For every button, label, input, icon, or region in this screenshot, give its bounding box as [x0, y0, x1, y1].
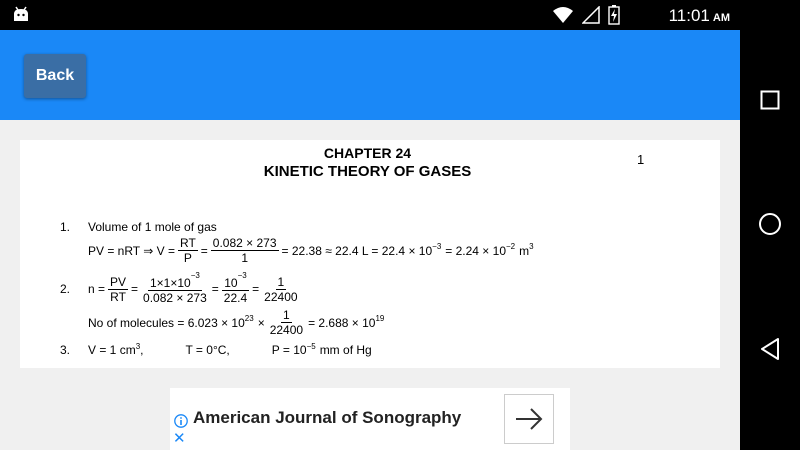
exponent: −3 [190, 271, 200, 280]
fraction-denominator: 22.4 [223, 291, 248, 305]
q2-molecules-line [88, 308, 384, 337]
clock-time: 11:01 [668, 6, 710, 25]
equals-sign: = [200, 243, 208, 258]
recents-button[interactable] [755, 85, 785, 115]
ad-banner[interactable] [170, 388, 570, 450]
chapter-heading: CHAPTER 24 [323, 145, 412, 161]
q1-result-a: = 22.38 ≈ 22.4 L = 22.4 × 10 [281, 243, 433, 258]
q2-fraction-values [141, 273, 209, 305]
fraction-denominator: P [183, 251, 192, 265]
molecules-prefix: No of molecules = 6.023 × 10 [88, 315, 245, 330]
numerator-base: 10 [224, 276, 238, 290]
navigation-bar [740, 0, 800, 450]
fraction-numerator: PV [110, 274, 127, 289]
cellular-signal-icon [582, 6, 600, 24]
q2-fraction-pv-rt [108, 275, 128, 304]
back-nav-button[interactable] [755, 334, 785, 364]
fraction-denominator: RT [110, 289, 126, 304]
q2-fraction-simplified [222, 273, 249, 305]
exponent: 3 [135, 341, 141, 351]
q3-line [88, 343, 372, 357]
q1-eq-prefix: PV = nRT ⇒ V = [88, 243, 175, 258]
molecules-result: = 2.688 × 10 [308, 315, 376, 330]
app-header [0, 30, 740, 120]
equals-sign: = [211, 282, 219, 296]
status-clock [669, 6, 730, 26]
ad-arrow-button[interactable] [504, 394, 554, 444]
recents-square-icon [760, 90, 780, 110]
back-button[interactable]: Back [24, 54, 86, 98]
fraction-denominator: 22400 [264, 289, 298, 304]
question-number: 1. [60, 220, 71, 234]
fraction-denominator: 0.082 × 273 [143, 291, 207, 305]
q2-prefix: n = [88, 282, 106, 296]
document-page[interactable] [20, 140, 720, 368]
equals-sign: = [131, 282, 139, 296]
exponent: −3 [237, 271, 247, 280]
question-number: 2. [60, 282, 71, 296]
fraction-numerator: 1 [277, 274, 285, 289]
q1-equation [88, 236, 534, 265]
q1-fraction-values [211, 236, 279, 265]
q1-text: Volume of 1 mole of gas [88, 220, 217, 234]
times-sign: × [257, 315, 265, 330]
exponent: 3 [529, 242, 534, 251]
q1-unit: m [519, 243, 530, 258]
fraction-numerator: 0.082 × 273 [212, 236, 277, 250]
fraction-numerator: 1 [283, 308, 290, 322]
q2-fraction-result [262, 275, 299, 304]
fraction-denominator: 1 [241, 251, 248, 265]
battery-charging-icon [608, 5, 620, 25]
clock-ampm: AM [712, 12, 730, 24]
question-number: 3. [60, 343, 71, 357]
q3-pressure: P = 10 [271, 343, 307, 357]
q3-temperature: T = 0°C, [185, 343, 230, 357]
ad-text[interactable]: American Journal of Sonography [193, 408, 462, 427]
arrow-right-icon [514, 407, 544, 431]
q2-equation [88, 273, 303, 305]
home-button[interactable] [755, 209, 785, 239]
q3-pressure-unit: mm of Hg [319, 343, 372, 357]
molecules-fraction [268, 308, 305, 337]
q1-result-b: = 2.24 × 10 [445, 243, 506, 258]
page-number: 1 [637, 152, 645, 167]
back-triangle-icon [759, 337, 781, 361]
exponent: −2 [506, 242, 516, 251]
numerator-base: 1×1×10 [149, 276, 191, 290]
equals-sign: = [252, 282, 260, 296]
home-circle-icon [758, 212, 782, 236]
exponent: −5 [306, 341, 316, 351]
status-bar [0, 0, 740, 30]
fraction-denominator: 22400 [269, 323, 304, 337]
chapter-title: KINETIC THEORY OF GASES [263, 163, 472, 180]
exponent: 19 [375, 314, 385, 323]
exponent: −3 [432, 242, 442, 251]
q1-fraction-rt-p [178, 236, 198, 265]
wifi-icon [552, 6, 574, 24]
android-notification-icon [12, 6, 30, 22]
exponent: 23 [244, 314, 254, 323]
fraction-numerator [222, 273, 248, 291]
fraction-numerator: RT [180, 236, 196, 250]
q3-comma: , [140, 343, 144, 357]
fraction-numerator [148, 273, 202, 291]
q3-volume: V = 1 cm [88, 343, 136, 357]
info-icon[interactable] [174, 414, 188, 428]
close-icon[interactable]: ✕ [173, 429, 186, 447]
